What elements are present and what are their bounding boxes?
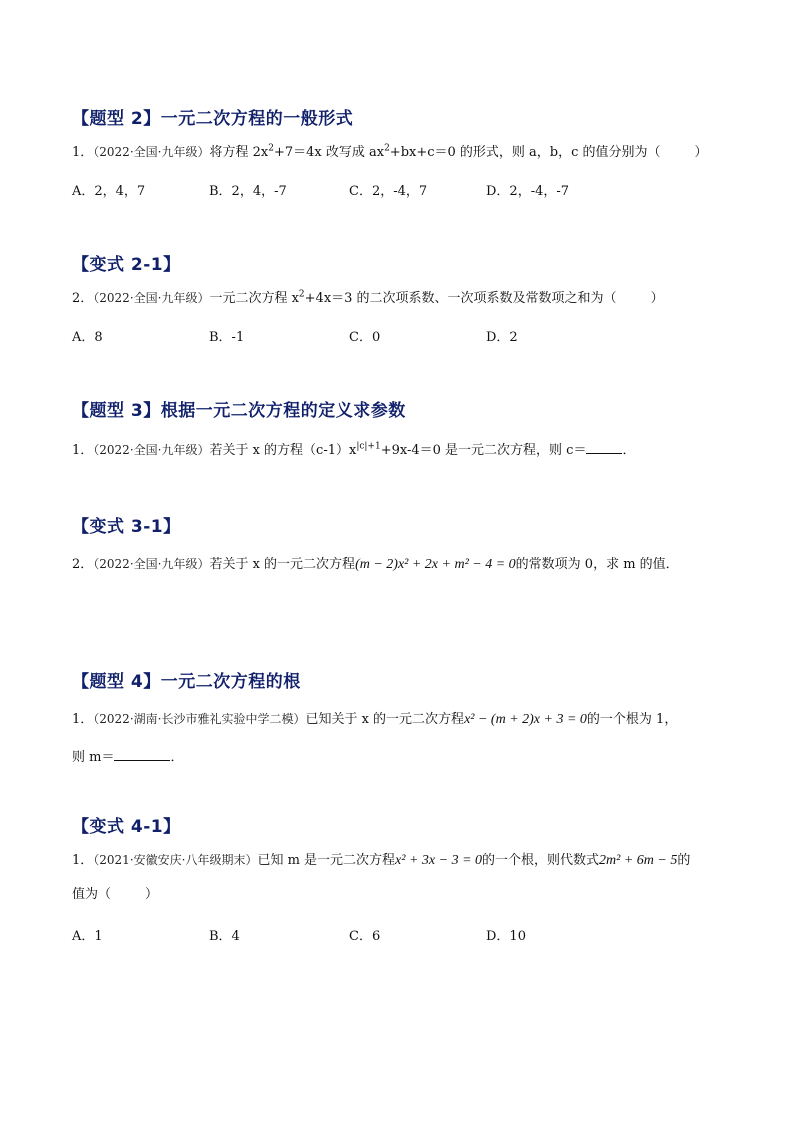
section-heading-variant-2-1: 【变式 2-1】: [72, 255, 181, 275]
question-variant-3-1: [72, 555, 679, 574]
question-source: （2022·全国·九年级）: [93, 291, 210, 305]
question-type-4-1-line2: [72, 747, 183, 767]
question-number: 2．: [72, 291, 94, 306]
question-source: （2022·全国·九年级）: [93, 145, 210, 159]
math-expression: x² − (m + 2)x + 3 = 0: [464, 712, 587, 727]
superscript: 2: [298, 289, 305, 300]
question-text-part: 若关于 x 的方程（c-1）x: [209, 443, 357, 458]
question-text-part: +9x-4＝0 是一元二次方程，则 c＝: [380, 443, 587, 458]
question-type-4-1: [72, 710, 677, 729]
question-close-paren: ）: [694, 145, 708, 160]
option-a[interactable]: A．2，4，7: [72, 184, 146, 199]
math-expression: (m − 2)x² + 2x + m² − 4 = 0: [355, 557, 516, 572]
question-text-part: 若关于 x 的一元二次方程: [209, 557, 356, 572]
question-text-part: 将方程 2x: [209, 145, 269, 160]
question-number: 1．: [72, 853, 94, 868]
option-b[interactable]: B．-1: [209, 330, 245, 345]
question-text-part: +7＝4x 改写成 ax: [273, 145, 385, 160]
section-heading-type-3: 【题型 3】根据一元二次方程的定义求参数: [72, 401, 406, 421]
section-heading-type-4: 【题型 4】一元二次方程的根: [72, 672, 301, 692]
question-text-part: +4x＝3 的二次项系数、一次项系数及常数项之和为（: [304, 291, 617, 306]
question-text-part: 已知 m 是一元二次方程: [257, 853, 396, 868]
option-c[interactable]: C．0: [349, 330, 381, 345]
option-a[interactable]: A．8: [72, 330, 103, 345]
answer-blank[interactable]: [114, 747, 170, 761]
question-variant-4-1: [72, 851, 690, 870]
question-text-part: 的一个根为 1，: [586, 712, 678, 727]
question-variant-2-1: [72, 289, 664, 308]
question-end: ．: [170, 750, 184, 765]
question-end: ．: [622, 443, 636, 458]
answer-blank[interactable]: [586, 440, 622, 454]
option-d[interactable]: D．2: [486, 330, 518, 345]
question-text-part: 已知关于 x 的一元二次方程: [305, 712, 465, 727]
math-expression: x² + 3x − 3 = 0: [395, 853, 483, 868]
section-heading-type-2: 【题型 2】一元二次方程的一般形式: [72, 109, 354, 129]
question-source: （2022·湖南·长沙市雅礼实验中学二模）: [93, 712, 306, 726]
option-c[interactable]: C．2，-4，7: [349, 184, 428, 199]
math-expression: 2m² + 6m − 5: [599, 853, 678, 868]
question-source: （2021·安徽安庆·八年级期末）: [93, 853, 258, 867]
question-close-paren: ）: [145, 887, 159, 902]
question-text-part: 的常数项为 0，求 m 的值．: [515, 557, 679, 572]
option-b[interactable]: B．4: [209, 929, 240, 944]
question-number: 1．: [72, 443, 94, 458]
question-text-part: 值为（: [72, 887, 112, 902]
question-number: 1．: [72, 712, 94, 727]
section-heading-variant-4-1: 【变式 4-1】: [72, 817, 181, 837]
superscript: 2: [268, 143, 274, 154]
question-close-paren: ）: [650, 291, 664, 306]
question-text-part: 的: [677, 853, 691, 868]
superscript: 2: [384, 143, 390, 154]
question-text-part: 一元二次方程 x: [209, 291, 299, 306]
question-source: （2022·全国·九年级）: [93, 443, 210, 457]
question-number: 1．: [72, 145, 94, 160]
question-number: 2．: [72, 557, 94, 572]
option-b[interactable]: B．2，4，-7: [209, 184, 287, 199]
question-text-part: 则 m＝: [72, 750, 115, 765]
question-variant-4-1-line2: [72, 886, 158, 904]
question-text-part: +bx+c＝0 的形式，则 a，b，c 的值分别为（: [389, 145, 661, 160]
option-c[interactable]: C．6: [349, 929, 381, 944]
option-a[interactable]: A．1: [72, 929, 103, 944]
option-d[interactable]: D．10: [486, 929, 526, 944]
superscript: |c|+1: [356, 441, 381, 452]
question-type-2-1: [72, 143, 708, 162]
option-d[interactable]: D．2，-4，-7: [486, 184, 570, 199]
question-type-3-1: [72, 440, 635, 460]
question-source: （2022·全国·九年级）: [93, 557, 210, 571]
question-text-part: 的一个根，则代数式: [482, 853, 600, 868]
section-heading-variant-3-1: 【变式 3-1】: [72, 517, 181, 537]
